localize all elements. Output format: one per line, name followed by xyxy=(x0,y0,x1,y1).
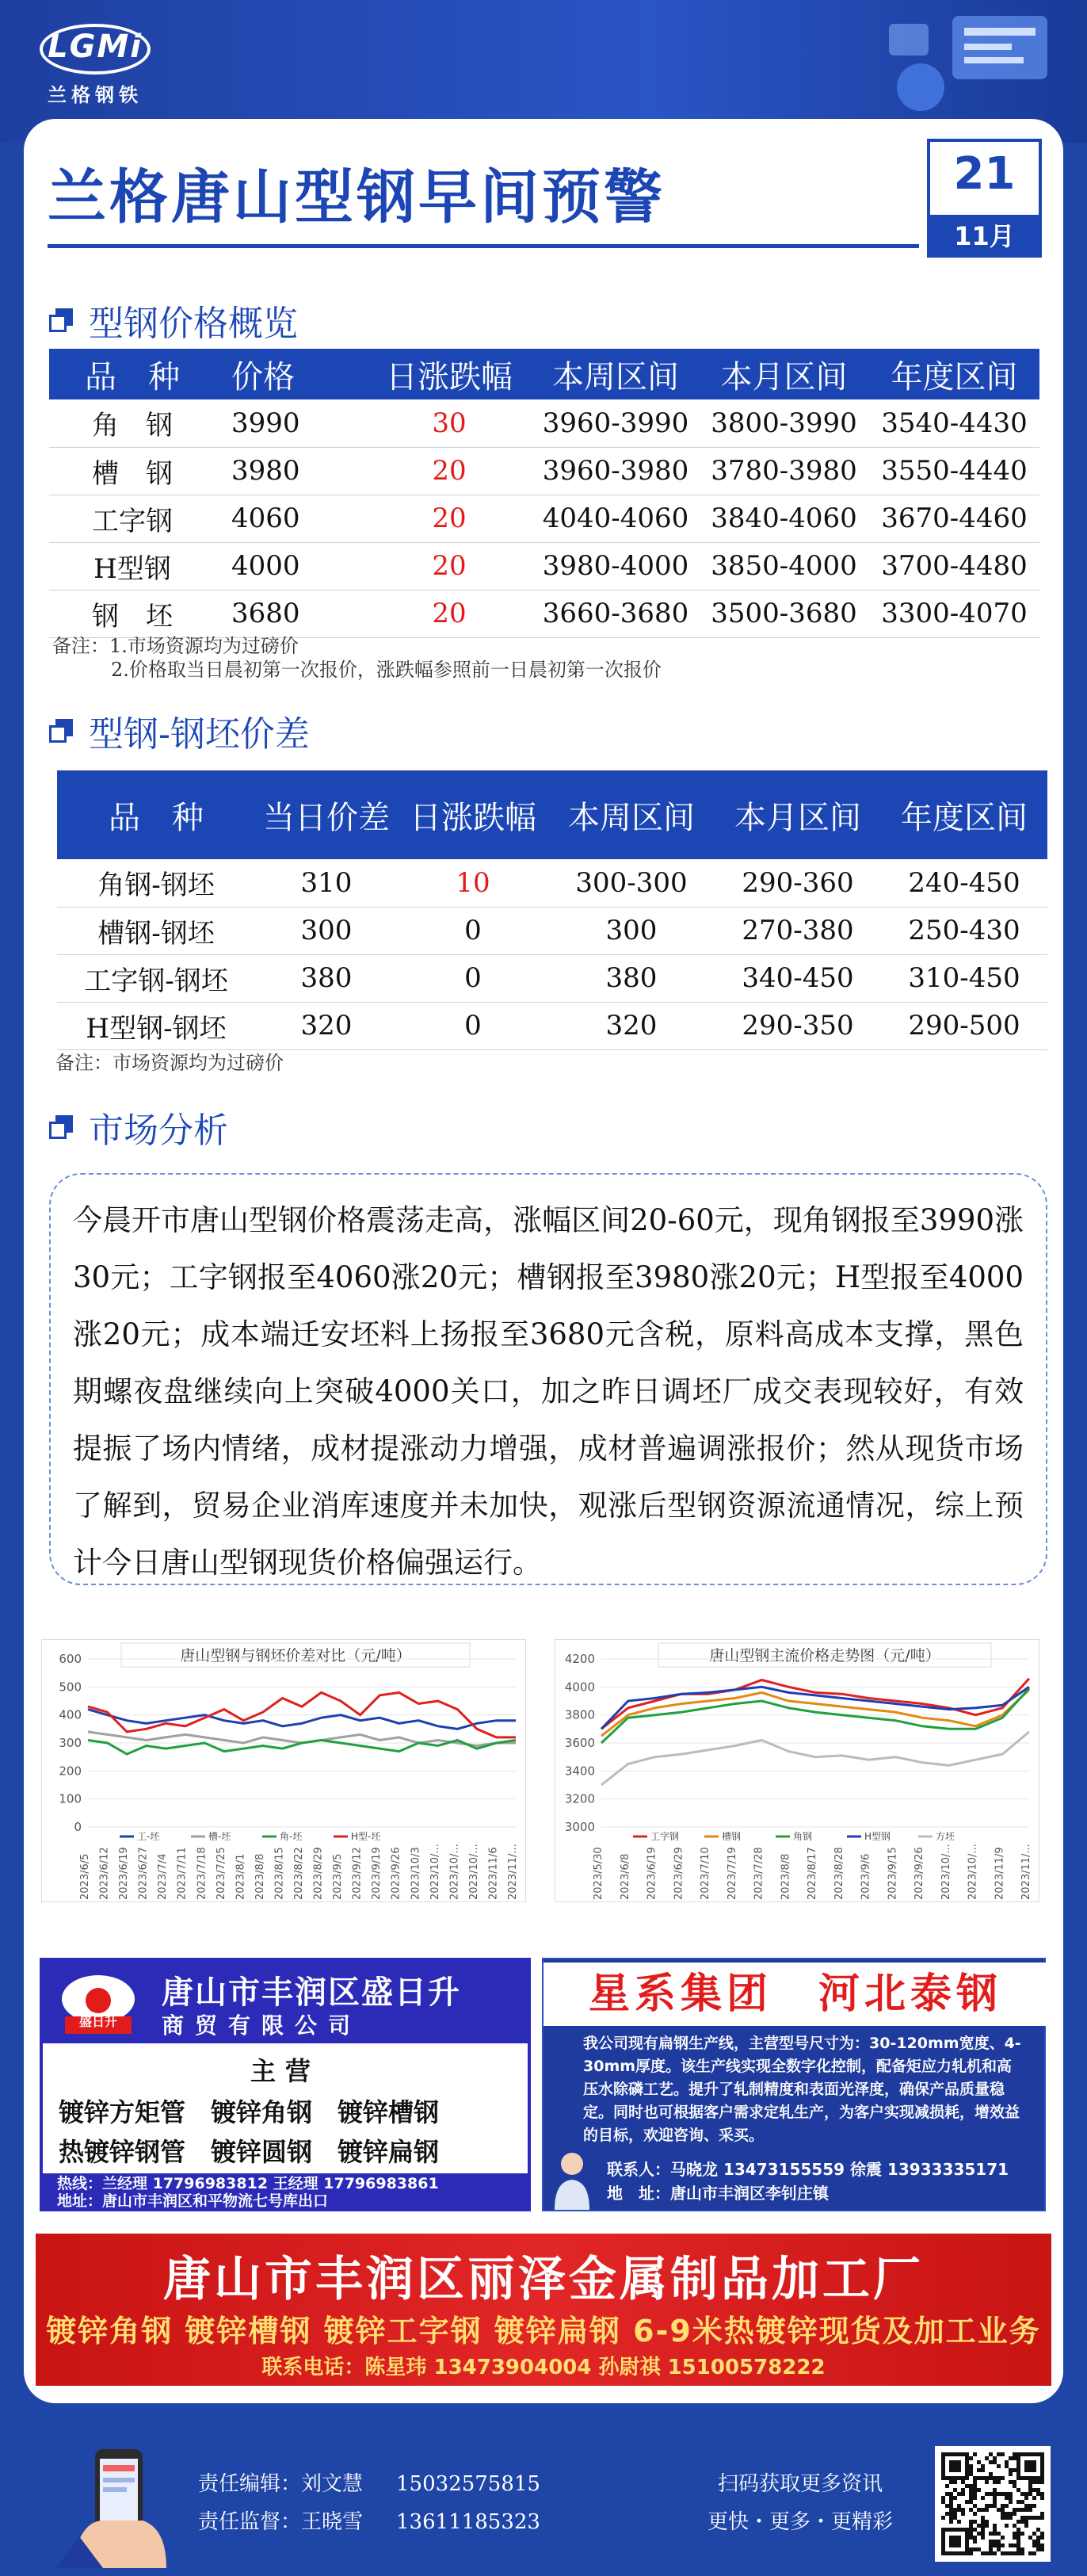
x-tick-label: 2023/10/... xyxy=(467,1844,480,1900)
x-tick-label: 2023/11/... xyxy=(507,1844,519,1900)
footer-responsible xyxy=(198,2465,540,2541)
x-tick-label: 2023/7/11 xyxy=(176,1847,189,1900)
note-line: 备注：1.市场资源均为过磅价 xyxy=(52,635,299,657)
y-tick-label: 3400 xyxy=(564,1764,595,1779)
chart-title: 唐山型钢主流价格走势图（元/吨） xyxy=(709,1647,940,1664)
x-tick-label: 2023/9/26 xyxy=(390,1847,402,1900)
price-trend-chart xyxy=(555,1639,1039,1902)
logo-name: 兰格钢铁 xyxy=(48,84,143,106)
y-tick-label: 4200 xyxy=(564,1652,595,1666)
row-change: 20 xyxy=(366,447,532,495)
y-tick-label: 3000 xyxy=(564,1820,595,1834)
col-header: 日涨跌幅 xyxy=(366,349,532,399)
ad2-contact-person: 联系人：马晓龙 13473155559 徐震 13933335171 xyxy=(607,2160,1009,2179)
series-line-0 xyxy=(88,1710,516,1729)
row-month-range: 3840-4060 xyxy=(699,495,869,542)
scan-text: 扫码获取更多资讯 xyxy=(717,2472,883,2496)
y-tick-label: 3800 xyxy=(564,1707,595,1722)
row-month-range: 290-350 xyxy=(715,1002,881,1049)
col-header: 本月区间 xyxy=(715,770,881,859)
price-overview-table xyxy=(49,349,1039,638)
table-row xyxy=(49,447,1039,495)
series-line-2 xyxy=(88,1741,516,1755)
col-header: 价格 xyxy=(215,349,366,399)
x-tick-label: 2023/9/26 xyxy=(913,1847,925,1900)
x-tick-label: 2023/8/8 xyxy=(780,1853,792,1900)
x-tick-label: 2023/5/30 xyxy=(593,1847,605,1900)
row-month-range: 3850-4000 xyxy=(699,542,869,590)
y-tick-label: 200 xyxy=(59,1764,82,1779)
section-price-overview-header xyxy=(49,295,298,346)
ad-xingxi-taigang[interactable] xyxy=(542,1958,1046,2211)
row-name: 角钢-钢坯 xyxy=(57,859,255,907)
row-change: 0 xyxy=(398,907,548,954)
ad2-address: 地 址：唐山市丰润区李钊庄镇 xyxy=(607,2184,829,2203)
x-tick-label: 2023/9/5 xyxy=(332,1853,345,1900)
col-header: 年度区间 xyxy=(869,349,1039,399)
ad2-title: 星系集团 河北泰钢 xyxy=(544,1963,1047,2026)
x-tick-label: 2023/8/28 xyxy=(833,1847,845,1900)
row-name: 工字钢-钢坯 xyxy=(57,954,255,1002)
series-line-4 xyxy=(601,1732,1029,1785)
section-square-icon xyxy=(49,1115,73,1139)
row-week-range: 3960-3980 xyxy=(532,447,699,495)
ad1-logo-text: 盛日升 xyxy=(78,2014,117,2029)
row-year-range: 3300-4070 xyxy=(869,590,1039,637)
chart-title: 唐山型钢与钢坯价差对比（元/吨） xyxy=(180,1647,411,1664)
logo-mark: LGMi xyxy=(48,29,143,65)
y-tick-label: 0 xyxy=(74,1820,82,1834)
row-year-range: 240-450 xyxy=(881,859,1047,907)
qr-code[interactable] xyxy=(935,2446,1051,2562)
row-diff: 380 xyxy=(255,954,398,1002)
x-tick-label: 2023/8/8 xyxy=(254,1853,266,1900)
x-tick-label: 2023/8/22 xyxy=(293,1847,305,1900)
row-year-range: 310-450 xyxy=(881,954,1047,1002)
x-tick-label: 2023/11/... xyxy=(1020,1844,1032,1900)
table-row xyxy=(49,542,1039,590)
row-year-range: 3540-4430 xyxy=(869,399,1039,447)
x-tick-label: 2023/10/... xyxy=(967,1844,979,1900)
ad-shengrisheng[interactable] xyxy=(40,1958,531,2211)
table-row xyxy=(49,590,1039,637)
x-tick-label: 2023/10/... xyxy=(940,1844,952,1900)
x-tick-label: 2023/6/27 xyxy=(137,1847,150,1900)
price-trend-chart-svg xyxy=(555,1640,1040,1903)
phone-hand-icon xyxy=(55,2441,182,2568)
row-change: 10 xyxy=(398,859,548,907)
section-spread-header xyxy=(49,705,310,756)
row-name: 槽 钢 xyxy=(49,447,215,495)
ad1-product-line: 镀锌方矩管 镀锌角钢 镀锌槽钢 xyxy=(59,2097,440,2127)
col-header: 品 种 xyxy=(49,349,215,399)
col-header: 年度区间 xyxy=(881,770,1047,859)
legend-label: 角钢 xyxy=(793,1831,813,1842)
y-tick-label: 400 xyxy=(59,1707,82,1722)
row-name: H型钢 xyxy=(49,542,215,590)
ad2-contact xyxy=(607,2157,1035,2205)
ad1-main-label: 主营 xyxy=(250,2056,320,2086)
spread-chart-svg xyxy=(42,1640,527,1903)
x-tick-label: 2023/11/6 xyxy=(487,1847,500,1900)
row-week-range: 3960-3990 xyxy=(532,399,699,447)
x-tick-label: 2023/8/29 xyxy=(312,1847,325,1900)
table-row xyxy=(57,859,1047,907)
spread-table xyxy=(57,770,1047,1050)
col-header: 日涨跌幅 xyxy=(398,770,548,859)
ad1-company: 唐山市丰润区盛日升 xyxy=(162,1974,461,2011)
table-row xyxy=(57,907,1047,954)
ad1-products xyxy=(59,2093,518,2172)
date-month: 11月 xyxy=(930,215,1039,258)
supervisor-phone: 13611185323 xyxy=(396,2510,540,2534)
page-title: 兰格唐山型钢早间预警 xyxy=(48,163,666,231)
editor-label: 责任编辑：刘文慧 xyxy=(198,2472,364,2496)
col-header: 当日价差 xyxy=(255,770,398,859)
row-month-range: 3800-3990 xyxy=(699,399,869,447)
date-day: 21 xyxy=(953,148,1016,200)
row-week-range: 300-300 xyxy=(548,859,715,907)
analysis-box xyxy=(49,1173,1047,1585)
x-tick-label: 2023/6/5 xyxy=(79,1853,91,1900)
row-name: 工字钢 xyxy=(49,495,215,542)
row-change: 20 xyxy=(366,590,532,637)
x-tick-label: 2023/7/19 xyxy=(726,1847,738,1900)
section-title: 市场分析 xyxy=(89,1110,228,1151)
col-header: 本周区间 xyxy=(532,349,699,399)
legend-label: 角-坯 xyxy=(280,1831,303,1842)
ad1-product-line: 热镀锌钢管 镀锌圆钢 镀锌扁钢 xyxy=(59,2137,440,2167)
row-year-range: 250-430 xyxy=(881,907,1047,954)
row-change: 0 xyxy=(398,954,548,1002)
y-tick-label: 500 xyxy=(59,1680,82,1695)
row-month-range: 290-360 xyxy=(715,859,881,907)
section-square-icon xyxy=(49,719,73,743)
row-week-range: 4040-4060 xyxy=(532,495,699,542)
row-month-range: 340-450 xyxy=(715,954,881,1002)
note-line: 2.价格取当日晨初第一次报价，涨跌幅参照前一日晨初第一次报价 xyxy=(111,659,662,681)
table-row xyxy=(49,495,1039,542)
y-tick-label: 300 xyxy=(59,1736,82,1750)
ad3-products: 镀锌角钢 镀锌槽钢 镀锌工字钢 镀锌扁钢 6-9米热镀锌现货及加工业务 xyxy=(46,2314,1041,2349)
x-tick-label: 2023/9/12 xyxy=(351,1847,364,1900)
ad2-description: 我公司现有扁钢生产线，主营型号尺寸为：30-120mm宽度、4-30mm厚度。该生产线实现全数字化控制，配备矩应力轧机和高压水除磷工艺。提升了轧制精度和表面光泽度，确保产品质量稳定。同时也可根据客户需求定轧生产，为客户实现减损耗，增效益的目标，欢迎咨询、采买。 xyxy=(583,2035,1021,2144)
person-icon xyxy=(550,2150,594,2210)
legend-label: 槽-坯 xyxy=(208,1831,231,1842)
row-week-range: 320 xyxy=(548,1002,715,1049)
spread-chart xyxy=(41,1639,526,1902)
row-price: 4000 xyxy=(215,542,366,590)
row-week-range: 3660-3680 xyxy=(532,590,699,637)
row-change: 30 xyxy=(366,399,532,447)
date-box xyxy=(927,139,1042,258)
row-year-range: 3550-4440 xyxy=(869,447,1039,495)
row-price: 4060 xyxy=(215,495,366,542)
analysis-text: 今晨开市唐山型钢价格震荡走高，涨幅区间20-60元，现角钢报至3990涨30元；工字钢报至4060涨20元；槽钢报至3980涨20元；H型报至4000涨20元；成本端迁安坯料上扬报至3680元含税，原料高成本支撑，黑色期螺夜盘继续向上突破4000关口，加之昨日调坯厂成交表现较好，有效提振了场内情绪，成材提涨动力增强，成材普遍调涨报价；然从现货市场了解到，贸易企业消库速度并未加快，观涨后型钢资源流通情况，综上预计今日唐山型钢现货价格偏强运行。 xyxy=(73,1203,1024,1580)
qr-code-icon xyxy=(941,2452,1044,2555)
row-week-range: 300 xyxy=(548,907,715,954)
legend-label: H型-坯 xyxy=(351,1831,381,1842)
section-square-icon xyxy=(49,308,73,332)
ad1-address: 地址：唐山市丰润区和平物流七号库出口 xyxy=(57,2192,329,2210)
x-tick-label: 2023/6/19 xyxy=(646,1847,658,1900)
table-row xyxy=(49,399,1039,447)
x-tick-label: 2023/9/15 xyxy=(887,1847,899,1900)
x-tick-label: 2023/10/... xyxy=(429,1844,441,1900)
section-analysis-header xyxy=(49,1102,228,1152)
x-tick-label: 2023/6/12 xyxy=(98,1847,111,1900)
row-year-range: 290-500 xyxy=(881,1002,1047,1049)
x-tick-label: 2023/10/... xyxy=(448,1844,461,1900)
y-tick-label: 100 xyxy=(59,1791,82,1806)
slogan-text: 更快・更多・更精彩 xyxy=(707,2510,893,2534)
x-tick-label: 2023/11/9 xyxy=(994,1847,1006,1900)
row-name: H型钢-钢坯 xyxy=(57,1002,255,1049)
row-name: 角 钢 xyxy=(49,399,215,447)
row-diff: 310 xyxy=(255,859,398,907)
x-tick-label: 2023/6/29 xyxy=(673,1847,685,1900)
row-week-range: 380 xyxy=(548,954,715,1002)
table-header-row xyxy=(57,770,1047,859)
legend-label: 槽钢 xyxy=(722,1831,742,1842)
legend-label: 方坯 xyxy=(936,1831,955,1842)
legend-label: 工-坯 xyxy=(137,1831,160,1842)
x-tick-label: 2023/9/6 xyxy=(860,1853,872,1900)
price-notes xyxy=(52,634,662,682)
title-underline xyxy=(48,244,919,248)
row-month-range: 270-380 xyxy=(715,907,881,954)
row-diff: 300 xyxy=(255,907,398,954)
y-tick-label: 3200 xyxy=(564,1791,595,1806)
y-tick-label: 3600 xyxy=(564,1736,595,1750)
section-title: 型钢-钢坯价差 xyxy=(89,714,310,755)
ad3-title: 唐山市丰润区丽泽金属制品加工厂 xyxy=(163,2252,924,2307)
ad-lize-metal[interactable] xyxy=(36,2234,1051,2386)
x-tick-label: 2023/7/4 xyxy=(157,1853,170,1900)
row-change: 20 xyxy=(366,495,532,542)
table-row xyxy=(57,1002,1047,1049)
supervisor-label: 责任监督：王晓雪 xyxy=(198,2510,364,2534)
legend-label: H型钢 xyxy=(864,1831,891,1842)
col-header: 品 种 xyxy=(57,770,255,859)
y-tick-label: 600 xyxy=(59,1652,82,1666)
x-tick-label: 2023/7/10 xyxy=(700,1847,711,1900)
row-name: 槽钢-钢坯 xyxy=(57,907,255,954)
x-tick-label: 2023/8/1 xyxy=(235,1853,247,1900)
row-year-range: 3700-4480 xyxy=(869,542,1039,590)
x-tick-label: 2023/7/25 xyxy=(215,1847,227,1900)
row-price: 3680 xyxy=(215,590,366,637)
x-tick-label: 2023/8/17 xyxy=(807,1847,818,1900)
table-header-row xyxy=(49,349,1039,399)
col-header: 本月区间 xyxy=(699,349,869,399)
editor-phone: 15032575815 xyxy=(396,2472,540,2496)
x-tick-label: 2023/8/15 xyxy=(273,1847,286,1900)
ad1-hotline: 热线：兰经理 17796983812 王经理 17796983861 xyxy=(57,2175,439,2192)
footer-scan xyxy=(697,2465,903,2541)
x-tick-label: 2023/7/18 xyxy=(196,1847,208,1900)
footer xyxy=(0,2425,1087,2576)
row-change: 0 xyxy=(398,1002,548,1049)
ad1-company-sub: 商贸有限公司 xyxy=(162,2012,362,2039)
row-month-range: 3780-3980 xyxy=(699,447,869,495)
row-price: 3980 xyxy=(215,447,366,495)
row-name: 钢 坯 xyxy=(49,590,215,637)
row-change: 20 xyxy=(366,542,532,590)
section-title: 型钢价格概览 xyxy=(89,304,298,344)
spread-note: 备注：市场资源均为过磅价 xyxy=(55,1052,284,1074)
title-bar xyxy=(48,143,919,246)
x-tick-label: 2023/9/19 xyxy=(371,1847,383,1900)
y-tick-label: 4000 xyxy=(564,1680,595,1695)
x-tick-label: 2023/7/28 xyxy=(753,1847,765,1900)
row-week-range: 3980-4000 xyxy=(532,542,699,590)
lange-logo xyxy=(40,24,151,106)
x-tick-label: 2023/6/8 xyxy=(619,1853,631,1900)
ad3-contact: 联系电话：陈星玮 13473904004 孙尉祺 15100578222 xyxy=(261,2356,826,2379)
x-tick-label: 2023/6/19 xyxy=(118,1847,131,1900)
col-header: 本周区间 xyxy=(548,770,715,859)
row-month-range: 3500-3680 xyxy=(699,590,869,637)
row-diff: 320 xyxy=(255,1002,398,1049)
row-price: 3990 xyxy=(215,399,366,447)
legend-label: 工字钢 xyxy=(650,1831,680,1842)
x-tick-label: 2023/10/3 xyxy=(410,1847,422,1900)
row-year-range: 3670-4460 xyxy=(869,495,1039,542)
tech-decoration-icon xyxy=(857,0,1063,135)
table-row xyxy=(57,954,1047,1002)
ad1-contact xyxy=(43,2173,528,2211)
